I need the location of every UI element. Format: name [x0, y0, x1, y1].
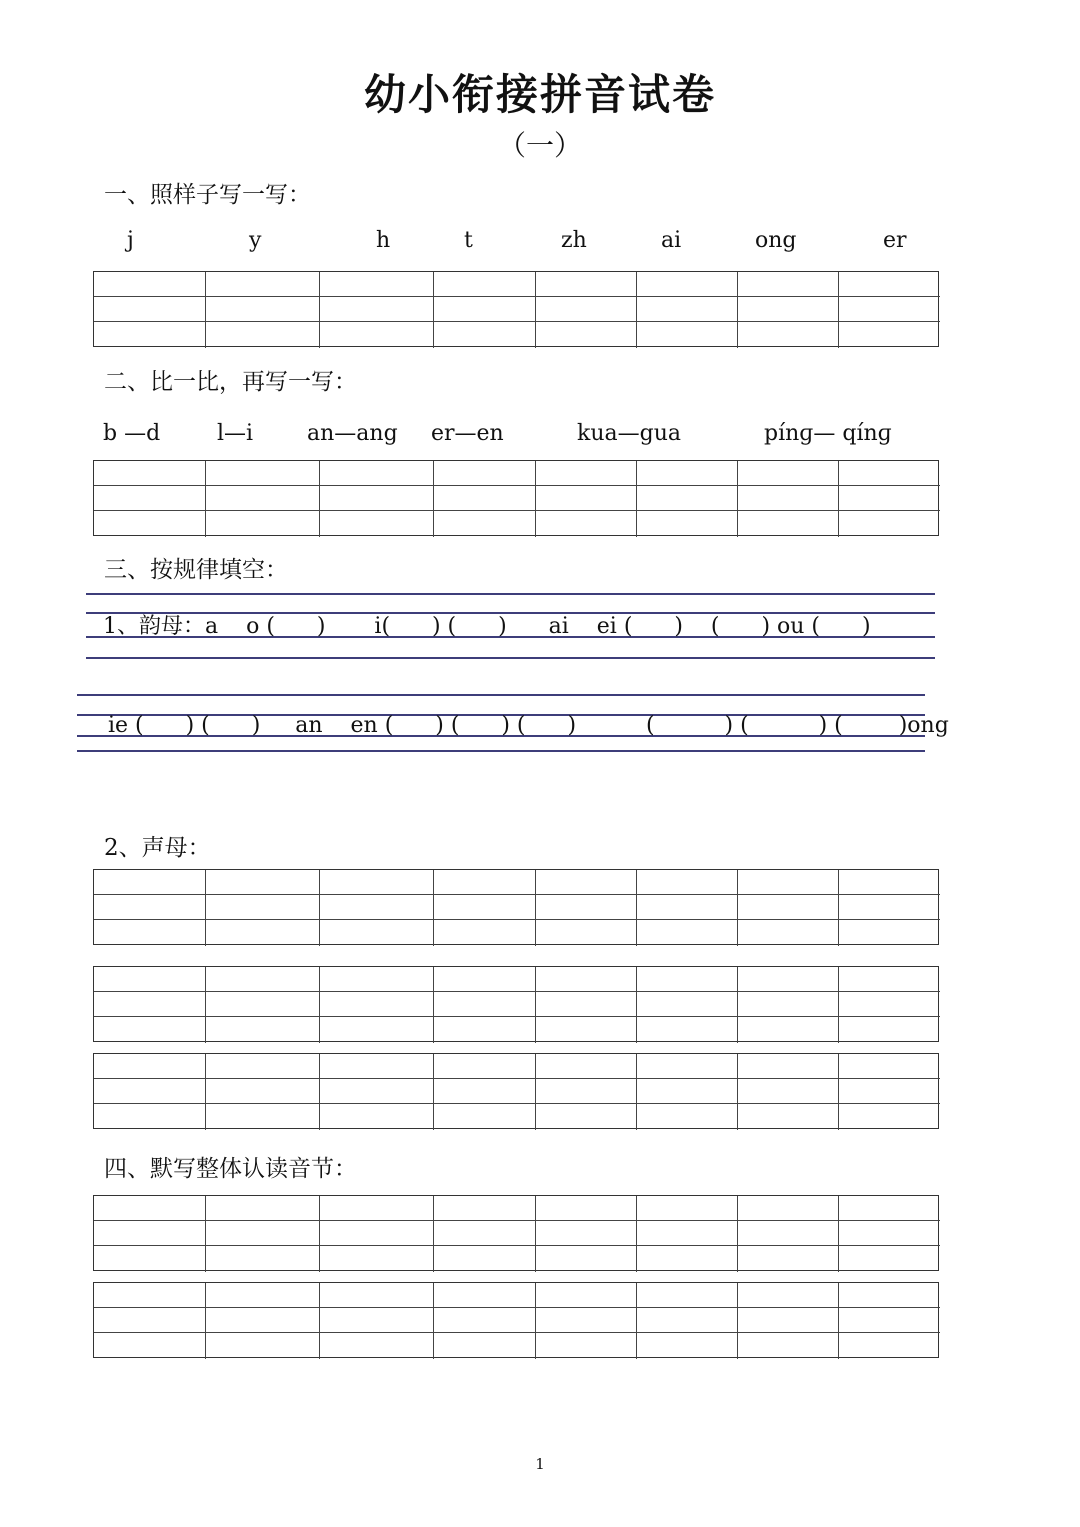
grid-cell[interactable]	[320, 1054, 434, 1079]
grid-cell[interactable]	[839, 1017, 940, 1043]
writing-grid[interactable]	[93, 460, 939, 536]
writing-grid[interactable]	[93, 1053, 939, 1129]
grid-cell[interactable]	[206, 1104, 320, 1130]
grid-cell[interactable]	[839, 1221, 940, 1246]
section1-item: zh	[561, 228, 587, 253]
grid-cell[interactable]	[434, 1054, 536, 1079]
grid-cell[interactable]	[536, 920, 637, 946]
grid-cell[interactable]	[206, 992, 320, 1017]
section1-item: ong	[755, 228, 797, 253]
page-title: 幼小衔接拼音试卷	[363, 70, 716, 119]
finals-fill-line[interactable]: 1、韵母：a o ( ) i( ) ( ) ai ei ( ) ( ) ou ( )	[103, 614, 871, 639]
grid-cell[interactable]	[738, 920, 839, 946]
grid-cell[interactable]	[637, 297, 738, 322]
section2-item: an—ang	[307, 421, 398, 446]
grid-cell[interactable]	[206, 1079, 320, 1104]
grid-cell[interactable]	[94, 967, 206, 992]
grid-cell[interactable]	[434, 272, 536, 297]
grid-cell[interactable]	[434, 297, 536, 322]
grid-cell[interactable]	[839, 895, 940, 920]
grid-cell[interactable]	[839, 511, 940, 537]
grid-cell[interactable]	[839, 992, 940, 1017]
grid-cell[interactable]	[738, 870, 839, 895]
grid-cell[interactable]	[738, 967, 839, 992]
grid-cell[interactable]	[738, 992, 839, 1017]
grid-cell[interactable]	[320, 1017, 434, 1043]
grid-cell[interactable]	[320, 297, 434, 322]
grid-cell[interactable]	[94, 992, 206, 1017]
grid-cell[interactable]	[320, 967, 434, 992]
grid-cell[interactable]	[320, 1104, 434, 1130]
grid-cell[interactable]	[536, 322, 637, 348]
grid-cell[interactable]	[536, 1079, 637, 1104]
grid-cell[interactable]	[320, 1333, 434, 1359]
grid-cell[interactable]	[320, 486, 434, 511]
grid-cell[interactable]	[839, 1246, 940, 1272]
grid-cell[interactable]	[536, 967, 637, 992]
grid-cell[interactable]	[839, 1079, 940, 1104]
grid-cell[interactable]	[839, 272, 940, 297]
ruled-line	[86, 657, 935, 659]
grid-cell[interactable]	[94, 1017, 206, 1043]
grid-cell[interactable]	[839, 1333, 940, 1359]
grid-cell[interactable]	[536, 461, 637, 486]
section1-item: er	[883, 228, 907, 253]
grid-cell[interactable]	[536, 895, 637, 920]
grid-cell[interactable]	[94, 1221, 206, 1246]
grid-cell[interactable]	[637, 322, 738, 348]
grid-cell[interactable]	[320, 511, 434, 537]
grid-cell[interactable]	[536, 1333, 637, 1359]
grid-cell[interactable]	[206, 1017, 320, 1043]
grid-cell[interactable]	[320, 1283, 434, 1308]
grid-cell[interactable]	[94, 1283, 206, 1308]
grid-cell[interactable]	[738, 1333, 839, 1359]
grid-cell[interactable]	[94, 511, 206, 537]
section2-item: pínɡ— qínɡ	[764, 421, 892, 446]
grid-cell[interactable]	[839, 920, 940, 946]
grid-cell[interactable]	[206, 1246, 320, 1272]
grid-cell[interactable]	[839, 486, 940, 511]
grid-cell[interactable]	[637, 920, 738, 946]
grid-cell[interactable]	[637, 895, 738, 920]
grid-cell[interactable]	[434, 1104, 536, 1130]
grid-cell[interactable]	[94, 920, 206, 946]
section1-item: y	[249, 228, 262, 253]
page-subtitle: （一）	[497, 129, 582, 162]
grid-cell[interactable]	[839, 1104, 940, 1130]
grid-cell[interactable]	[637, 1333, 738, 1359]
grid-cell[interactable]	[637, 1079, 738, 1104]
grid-cell[interactable]	[434, 511, 536, 537]
writing-grid[interactable]	[93, 869, 939, 945]
grid-cell[interactable]	[320, 1221, 434, 1246]
grid-cell[interactable]	[434, 1333, 536, 1359]
grid-cell[interactable]	[434, 1283, 536, 1308]
grid-cell[interactable]	[206, 486, 320, 511]
grid-cell[interactable]	[320, 992, 434, 1017]
grid-cell[interactable]	[434, 920, 536, 946]
grid-cell[interactable]	[738, 272, 839, 297]
grid-cell[interactable]	[536, 1017, 637, 1043]
grid-cell[interactable]	[738, 297, 839, 322]
writing-grid[interactable]	[93, 1282, 939, 1358]
grid-cell[interactable]	[320, 870, 434, 895]
section3-heading: 三、按规律填空：	[104, 557, 288, 583]
writing-grid[interactable]	[93, 966, 939, 1042]
grid-cell[interactable]	[536, 1196, 637, 1221]
grid-cell[interactable]	[206, 322, 320, 348]
grid-cell[interactable]	[94, 1054, 206, 1079]
grid-cell[interactable]	[738, 1246, 839, 1272]
ruled-line	[77, 694, 925, 696]
grid-cell[interactable]	[320, 1079, 434, 1104]
grid-cell[interactable]	[738, 1079, 839, 1104]
grid-cell[interactable]	[206, 1221, 320, 1246]
grid-cell[interactable]	[434, 1196, 536, 1221]
grid-cell[interactable]	[738, 895, 839, 920]
grid-cell[interactable]	[637, 272, 738, 297]
grid-cell[interactable]	[637, 870, 738, 895]
section1-item: t	[464, 228, 473, 253]
grid-cell[interactable]	[637, 967, 738, 992]
grid-cell[interactable]	[637, 1017, 738, 1043]
grid-cell[interactable]	[536, 992, 637, 1017]
grid-cell[interactable]	[94, 1246, 206, 1272]
grid-cell[interactable]	[738, 1104, 839, 1130]
writing-grid[interactable]	[93, 271, 939, 347]
grid-cell[interactable]	[738, 1221, 839, 1246]
ruled-line	[77, 750, 925, 752]
section2-item: b —d	[103, 421, 161, 446]
grid-cell[interactable]	[839, 1054, 940, 1079]
section4-heading: 四、默写整体认读音节：	[104, 1156, 357, 1182]
grid-cell[interactable]	[839, 967, 940, 992]
grid-cell[interactable]	[536, 1221, 637, 1246]
grid-cell[interactable]	[536, 1308, 637, 1333]
grid-cell[interactable]	[738, 322, 839, 348]
grid-cell[interactable]	[206, 1308, 320, 1333]
grid-cell[interactable]	[434, 322, 536, 348]
grid-cell[interactable]	[320, 1196, 434, 1221]
grid-cell[interactable]	[637, 992, 738, 1017]
grid-cell[interactable]	[839, 1196, 940, 1221]
grid-cell[interactable]	[839, 461, 940, 486]
grid-cell[interactable]	[94, 870, 206, 895]
grid-cell[interactable]	[94, 272, 206, 297]
grid-cell[interactable]	[637, 1246, 738, 1272]
grid-cell[interactable]	[94, 297, 206, 322]
grid-cell[interactable]	[839, 322, 940, 348]
grid-cell[interactable]	[839, 1308, 940, 1333]
grid-cell[interactable]	[206, 1283, 320, 1308]
section1-heading: 一、照样子写一写：	[104, 182, 311, 208]
grid-cell[interactable]	[94, 1104, 206, 1130]
grid-cell[interactable]	[434, 1246, 536, 1272]
grid-cell[interactable]	[637, 461, 738, 486]
grid-cell[interactable]	[637, 511, 738, 537]
section2-item: er—en	[431, 421, 504, 446]
grid-cell[interactable]	[434, 1308, 536, 1333]
grid-cell[interactable]	[839, 297, 940, 322]
grid-cell[interactable]	[94, 322, 206, 348]
grid-cell[interactable]	[536, 511, 637, 537]
grid-cell[interactable]	[320, 322, 434, 348]
grid-cell[interactable]	[94, 895, 206, 920]
grid-cell[interactable]	[738, 1017, 839, 1043]
grid-cell[interactable]	[536, 486, 637, 511]
writing-grid[interactable]	[93, 1195, 939, 1271]
grid-cell[interactable]	[320, 895, 434, 920]
grid-cell[interactable]	[434, 967, 536, 992]
grid-cell[interactable]	[94, 1079, 206, 1104]
grid-cell[interactable]	[206, 461, 320, 486]
grid-cell[interactable]	[320, 1246, 434, 1272]
grid-cell[interactable]	[738, 1283, 839, 1308]
grid-cell[interactable]	[206, 895, 320, 920]
grid-cell[interactable]	[434, 1017, 536, 1043]
grid-cell[interactable]	[94, 461, 206, 486]
grid-cell[interactable]	[320, 461, 434, 486]
ruled-line	[86, 593, 935, 595]
grid-cell[interactable]	[637, 486, 738, 511]
grid-cell[interactable]	[637, 1221, 738, 1246]
grid-cell[interactable]	[434, 992, 536, 1017]
grid-cell[interactable]	[206, 1333, 320, 1359]
section2-heading: 二、比一比，再写一写：	[104, 369, 357, 395]
grid-cell[interactable]	[206, 297, 320, 322]
grid-cell[interactable]	[206, 272, 320, 297]
grid-cell[interactable]	[738, 486, 839, 511]
grid-cell[interactable]	[738, 1196, 839, 1221]
section2-item: l—i	[217, 421, 254, 446]
grid-cell[interactable]	[839, 870, 940, 895]
grid-cell[interactable]	[94, 1333, 206, 1359]
grid-cell[interactable]	[536, 1054, 637, 1079]
grid-cell[interactable]	[536, 1104, 637, 1130]
grid-cell[interactable]	[206, 511, 320, 537]
grid-cell[interactable]	[94, 1196, 206, 1221]
grid-cell[interactable]	[434, 870, 536, 895]
finals-fill-line[interactable]: ie ( ) ( ) an en ( ) ( ) ( ) ( ) ( ) ( )ong	[108, 713, 949, 738]
section1-item: ai	[661, 228, 682, 253]
grid-cell[interactable]	[320, 272, 434, 297]
grid-cell[interactable]	[206, 1054, 320, 1079]
initials-subheading: 2、声母：	[104, 835, 211, 861]
grid-cell[interactable]	[434, 461, 536, 486]
grid-cell[interactable]	[536, 272, 637, 297]
grid-cell[interactable]	[206, 920, 320, 946]
grid-cell[interactable]	[637, 1054, 738, 1079]
grid-cell[interactable]	[434, 1079, 536, 1104]
grid-cell[interactable]	[536, 870, 637, 895]
grid-cell[interactable]	[637, 1308, 738, 1333]
grid-cell[interactable]	[94, 486, 206, 511]
grid-cell[interactable]	[738, 1308, 839, 1333]
grid-cell[interactable]	[434, 1221, 536, 1246]
grid-cell[interactable]	[536, 1283, 637, 1308]
grid-cell[interactable]	[738, 511, 839, 537]
grid-cell[interactable]	[206, 967, 320, 992]
section2-item: kua—gua	[577, 421, 681, 446]
grid-cell[interactable]	[94, 1308, 206, 1333]
grid-cell[interactable]	[434, 895, 536, 920]
grid-cell[interactable]	[738, 461, 839, 486]
grid-cell[interactable]	[206, 1196, 320, 1221]
section1-item: h	[376, 228, 391, 253]
grid-cell[interactable]	[637, 1283, 738, 1308]
page-number: 1	[535, 1455, 545, 1473]
grid-cell[interactable]	[320, 1308, 434, 1333]
grid-cell[interactable]	[434, 486, 536, 511]
grid-cell[interactable]	[637, 1104, 738, 1130]
grid-cell[interactable]	[839, 1283, 940, 1308]
grid-cell[interactable]	[738, 1054, 839, 1079]
section1-item: j	[127, 228, 134, 253]
grid-cell[interactable]	[206, 870, 320, 895]
grid-cell[interactable]	[536, 297, 637, 322]
grid-cell[interactable]	[637, 1196, 738, 1221]
grid-cell[interactable]	[320, 920, 434, 946]
grid-cell[interactable]	[536, 1246, 637, 1272]
